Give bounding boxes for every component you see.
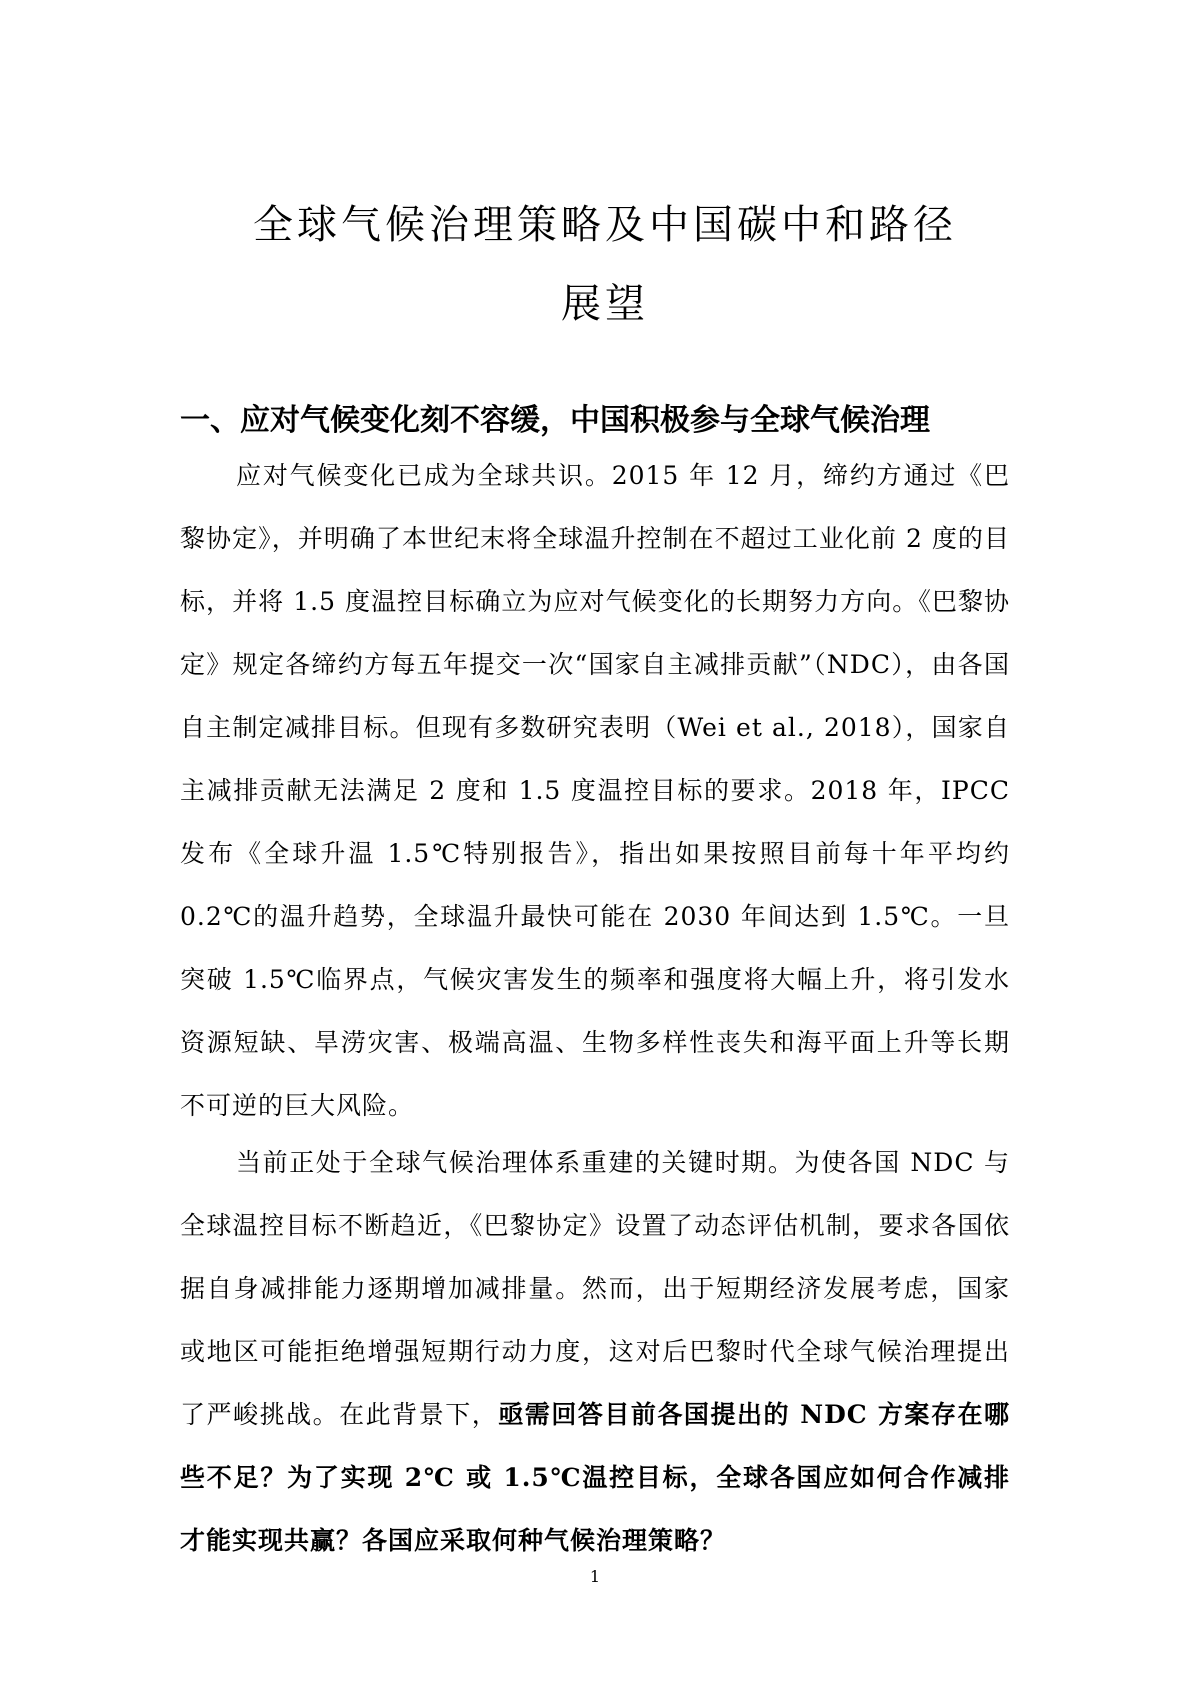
- document-title-line-2: 展望: [561, 281, 649, 327]
- document-title-line-1: 全球气候治理策略及中国碳中和路径: [253, 202, 957, 248]
- section-heading: 一、应对气候变化刻不容缓，中国积极参与全球气候治理: [180, 403, 930, 438]
- paragraph-2: [180, 1131, 1010, 1572]
- paragraph-2-plain-text: 当前正处于全球气候治理体系重建的关键时期。为使各国 NDC 与全球温控目标不断趋近，《巴黎协定》设置了动态评估机制，要求各国依据自身减排能力逐期增加减排量。然而，出于短期经济发展考虑，国家或地区可能拒绝增强短期行动力度，这对后巴黎时代全球气候治理提出了严峻挑战。在此背景下，: [180, 1148, 1010, 1429]
- page-number: 1: [589, 1567, 601, 1586]
- paragraph-2-bold-text: 亟需回答目前各国提出的 NDC 方案存在哪些不足？为了实现 2℃ 或 1.5℃温控目标，全球各国应如何合作减排才能实现共赢？各国应采取何种气候治理策略？: [180, 1400, 1010, 1555]
- paragraph-1: 应对气候变化已成为全球共识。2015 年 12 月，缔约方通过《巴黎协定》，并明确了本世纪末将全球温升控制在不超过工业化前 2 度的目标，并将 1.5 度温控目标确立为应对气候变化的长期努力方向。《巴黎协定》规定各缔约方每五年提交一次“国家自主减排贡献”（NDC），由各国自主制定减排目标。但现有多数研究表明（Wei et al., 2018），国家自主减排贡献无法满足 2 度和 1.5 度温控目标的要求。2018 年，IPCC 发布《全球升温 1.5℃特别报告》，指出如果按照目前每十年平均约 0.2℃的温升趋势，全球温升最快可能在 2030 年间达到 1.5℃。一旦突破 1.5℃临界点，气候灾害发生的频率和强度将大幅上升，将引发水资源短缺、旱涝灾害、极端高温、生物多样性丧失和海平面上升等长期不可逆的巨大风险。: [180, 461, 1010, 1120]
